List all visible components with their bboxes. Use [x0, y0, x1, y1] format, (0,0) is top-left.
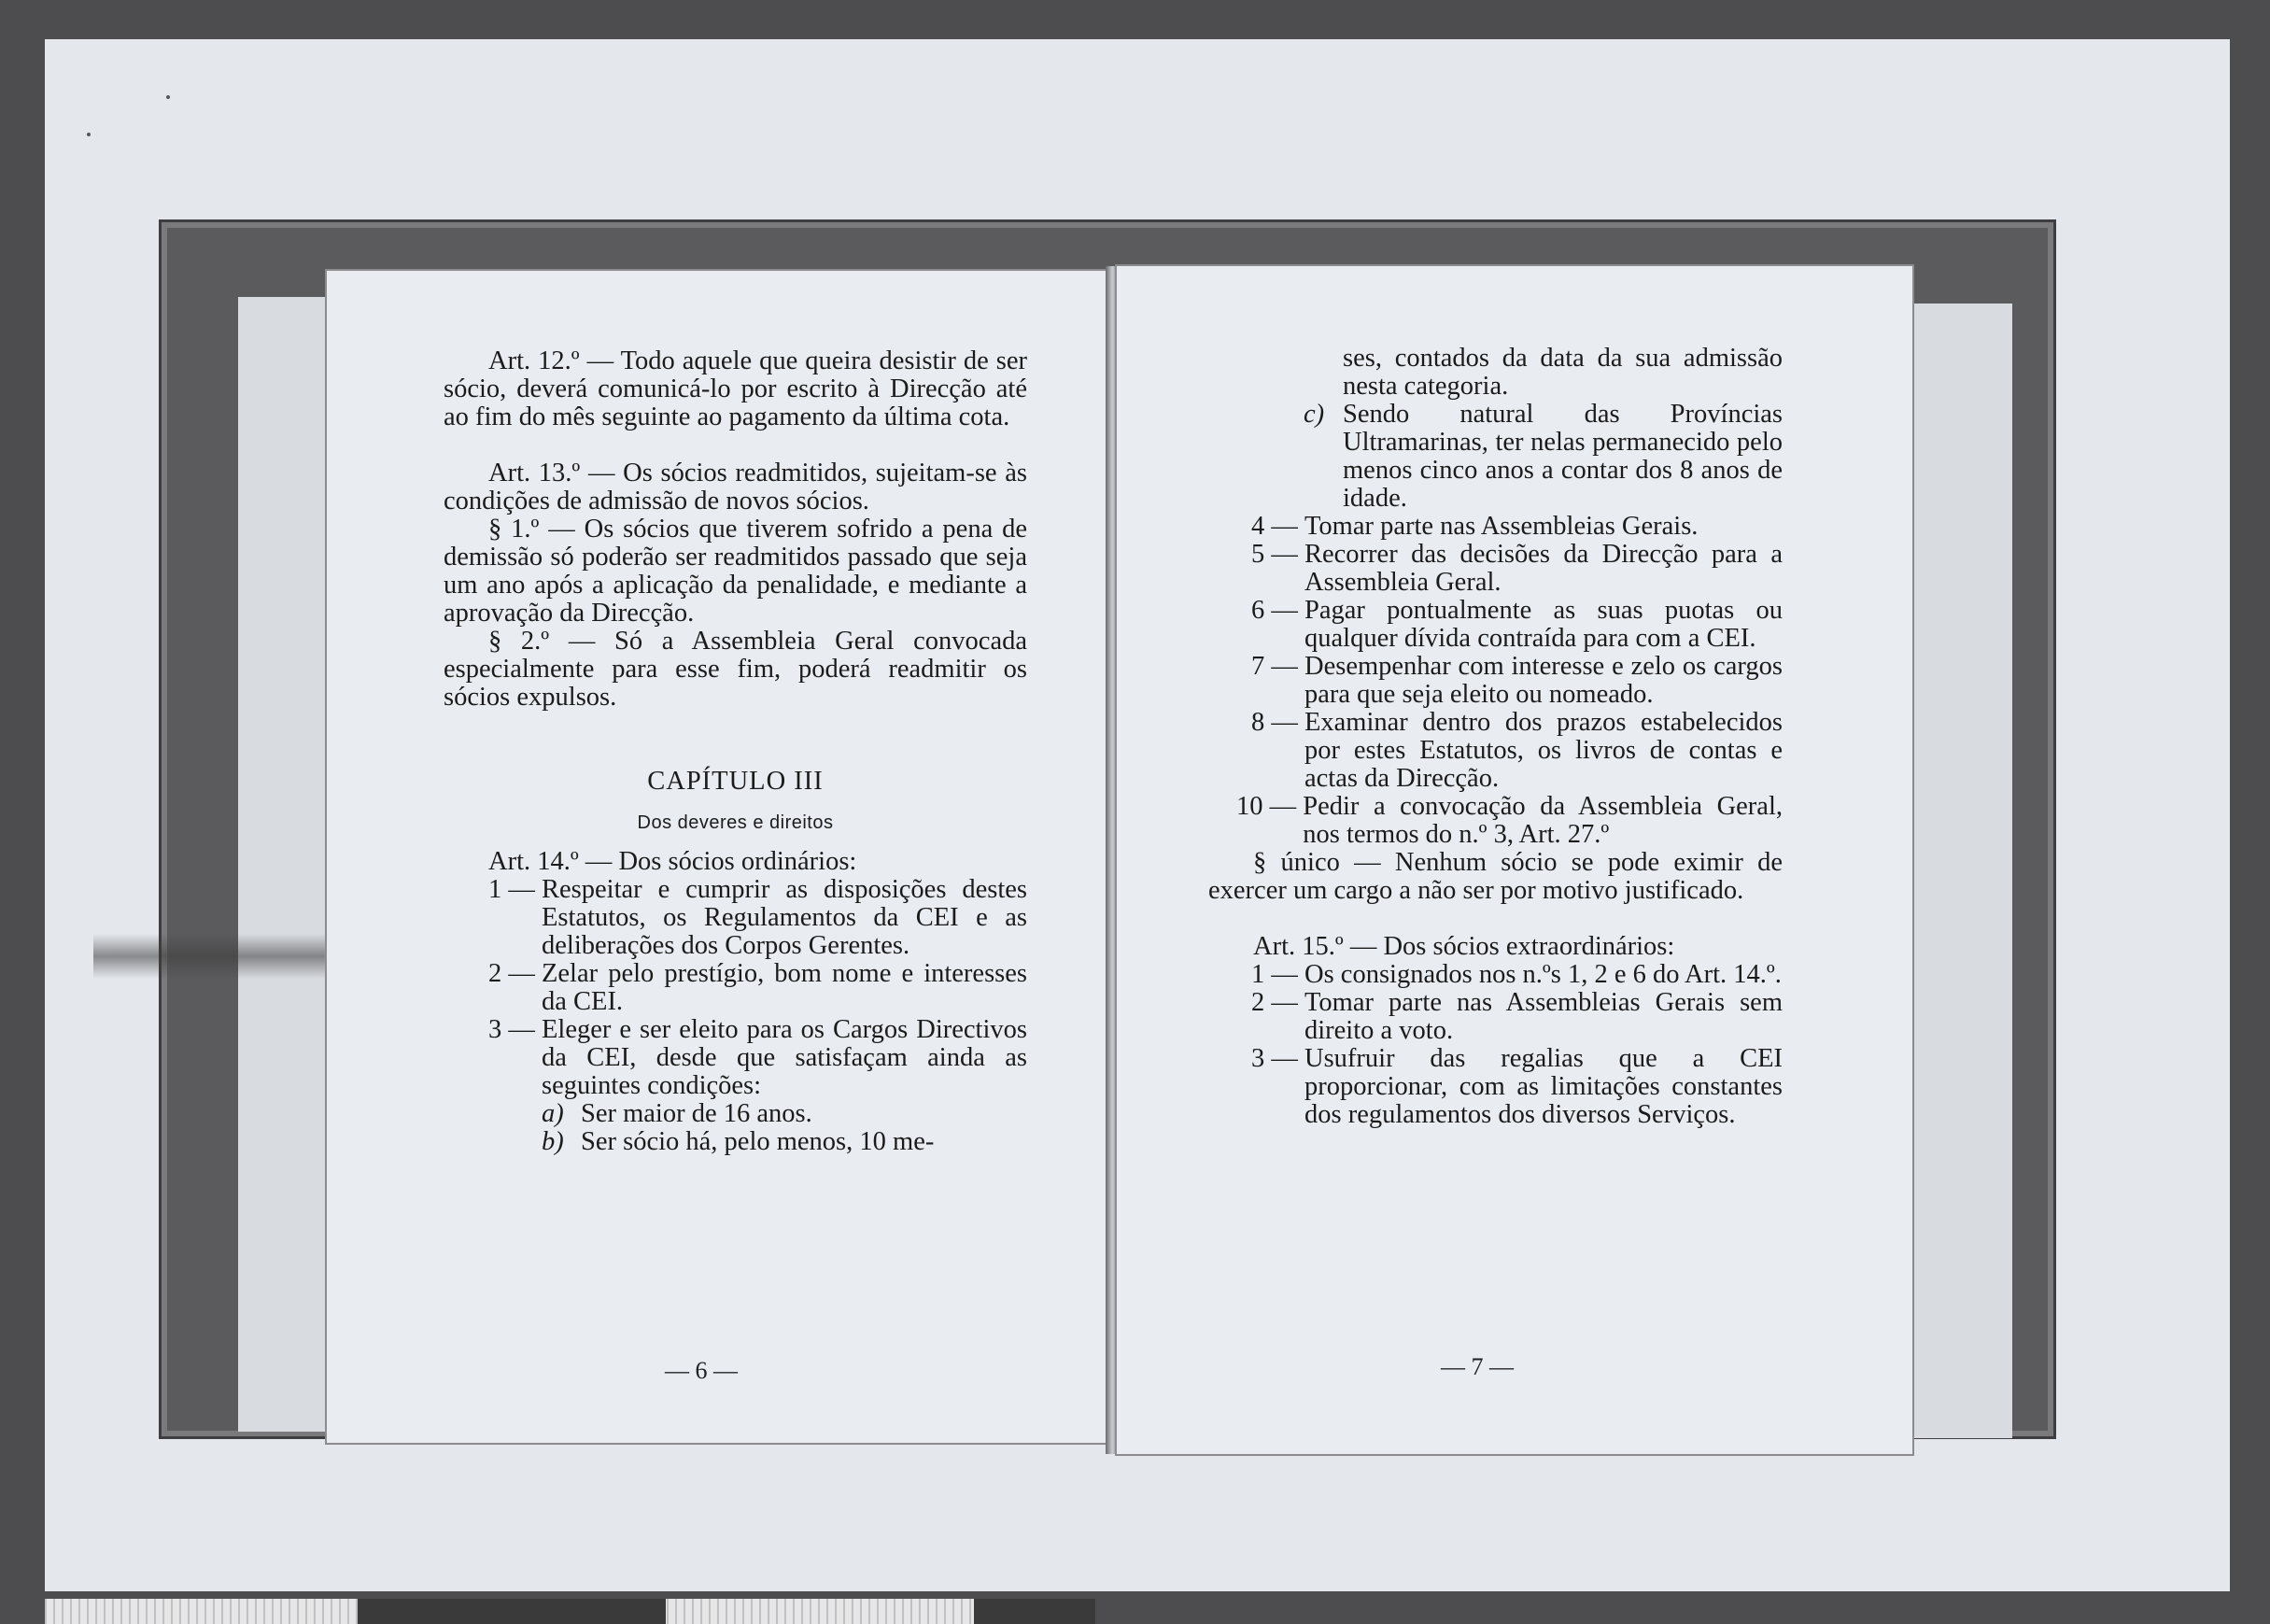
list-item: 4 — Tomar parte nas Assembleias Gerais. [1251, 512, 1699, 541]
underlying-leaf-left [238, 297, 331, 1432]
article-14: Art. 14.º — Dos sócios ordinários: [488, 847, 857, 876]
condition-b-continued: ses, contados da data da sua admissão nesta categoria. [1343, 344, 1783, 401]
article-14-list [444, 876, 1027, 1156]
list-item: 3 — Eleger e ser eleito para os Cargos Directivos da CEI, desde que satisfaçam ainda as seguintes condições: a) Ser maior de 16 anos. b) Ser sócio há, pelo menos, 10 me- [488, 1015, 1027, 1156]
condition-a: a) Ser maior de 16 anos. [542, 1099, 812, 1128]
article-13: Art. 13.º — Os sócios readmitidos, sujeitam-se às condições de admissão de novos sócios. [444, 459, 1027, 515]
dust-speck [166, 95, 170, 99]
article-15-list [1208, 961, 1783, 1129]
dust-speck [87, 133, 91, 136]
ruler-segment [974, 1599, 1095, 1624]
right-page [1117, 266, 1912, 1454]
list-item: 1 — Respeitar e cumprir as disposições destes Estatutos, os Regulamentos da CEI e as deliberações dos Corpos Gerentes. [488, 875, 1027, 960]
scan-shadow [93, 934, 336, 979]
page-number: — 7 — [1441, 1353, 1514, 1380]
chapter-heading: CAPÍTULO III [647, 767, 824, 796]
list-item: 8 — Examinar dentro dos prazos estabelecidos por estes Estatutos, os livros de contas e actas da Direcção. [1251, 708, 1783, 793]
condition-b: b) Ser sócio há, pelo menos, 10 me- [542, 1127, 935, 1156]
ruler-segment [358, 1599, 666, 1624]
scale-ruler [45, 1599, 1095, 1624]
paragraph-unico: § único — Nenhum sócio se pode eximir de exercer um cargo a não ser por motivo justificado. [1208, 848, 1783, 905]
list-item: 5 — Recorrer das decisões da Direcção para a Assembleia Geral. [1251, 540, 1783, 597]
article-15: Art. 15.º — Dos sócios extraordinários: [1253, 932, 1675, 961]
page-number: — 6 — [665, 1357, 738, 1384]
left-page-text [444, 347, 1027, 1156]
chapter-subtitle: Dos deveres e direitos [637, 812, 834, 833]
article-12: Art. 12.º — Todo aquele que queira desistir de ser sócio, deverá comunicá-lo por escrito à Direcção até ao fim do mês seguinte ao pagamento da última cota. [444, 346, 1027, 431]
article-14-list-continued [1208, 513, 1783, 849]
condition-c: c) Sendo natural das Províncias Ultramarinas, ter nelas permanecido pelo menos cinco anos a contar dos 8 anos de idade. [1304, 400, 1783, 513]
right-page-text [1208, 345, 1783, 1129]
list-item: 2 — Tomar parte nas Assembleias Gerais sem direito a voto. [1251, 988, 1783, 1045]
article-13-paragraph-1: § 1.º — Os sócios que tiverem sofrido a pena de demissão só poderão ser readmitidos passado que seja um ano após a aplicação da penalidade, e mediante a aprovação da Direcção. [444, 515, 1027, 628]
list-item: 6 — Pagar pontualmente as suas puotas ou qualquer dívida contraída para com a CEI. [1251, 596, 1783, 653]
underlying-leaf-right [1910, 304, 2012, 1438]
list-item: 3 — Usufruir das regalias que a CEI proporcionar, com as limitações constantes dos regulamentos dos diversos Serviços. [1251, 1044, 1783, 1129]
left-page [327, 271, 1113, 1443]
article-13-paragraph-2: § 2.º — Só a Assembleia Geral convocada especialmente para esse fim, poderá readmitir os sócios expulsos. [444, 627, 1027, 712]
list-item: 1 — Os consignados nos n.ºs 1, 2 e 6 do Art. 14.º. [1251, 960, 1782, 989]
list-item: 10 — Pedir a convocação da Assembleia Geral, nos termos do n.º 3, Art. 27.º [1236, 792, 1783, 849]
list-item: 2 — Zelar pelo prestígio, bom nome e interesses da CEI. [488, 959, 1027, 1016]
conditions-continued [1208, 345, 1783, 401]
list-item: 7 — Desempenhar com interesse e zelo os cargos para que seja eleito ou nomeado. [1251, 652, 1783, 709]
